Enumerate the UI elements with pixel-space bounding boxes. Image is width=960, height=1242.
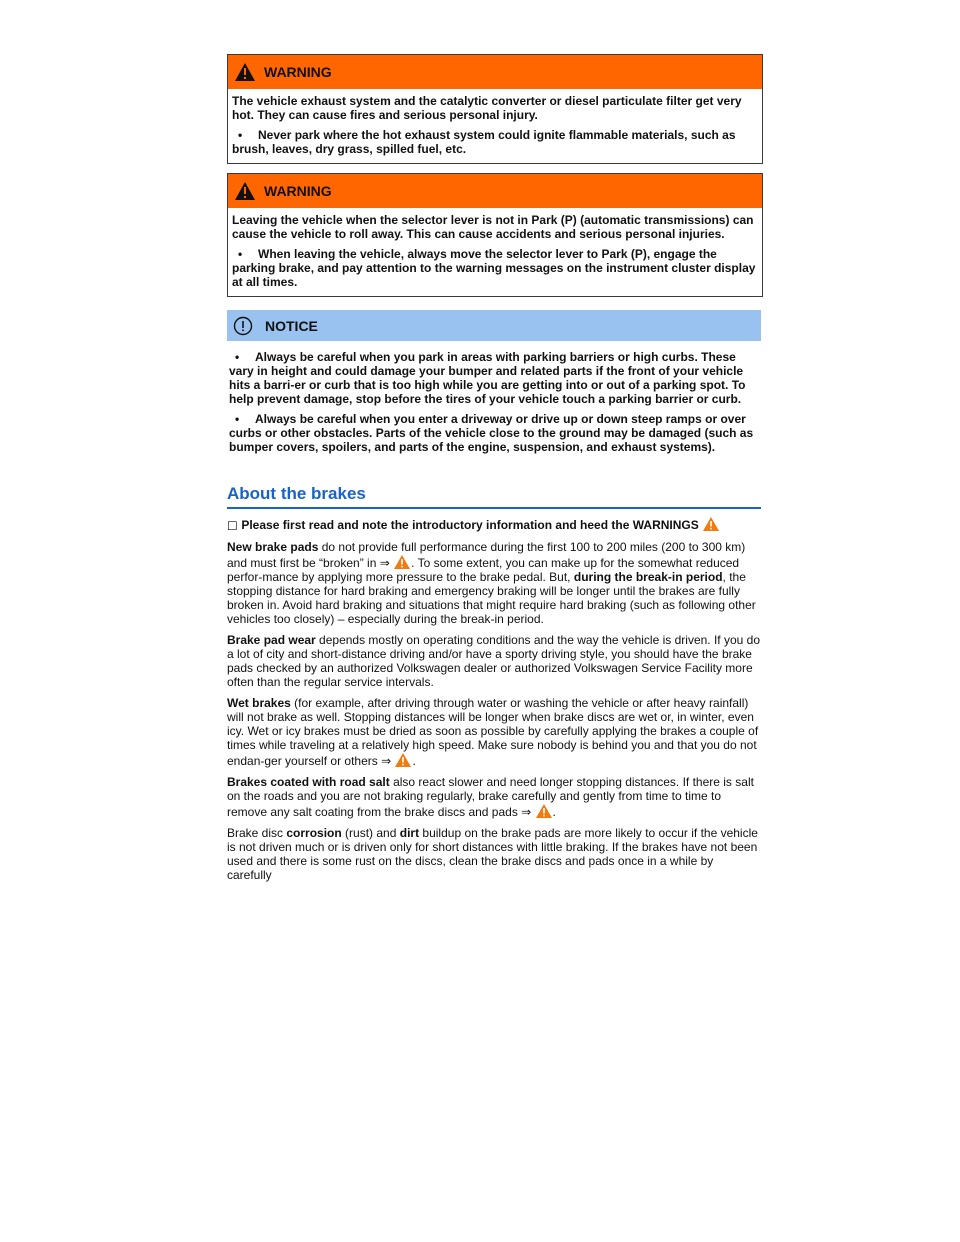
warning-title: WARNING [264,183,332,199]
notice-header [227,310,761,341]
notice-exclamation-icon [233,316,253,336]
warning-header [228,174,762,208]
bullet-icon: • [235,412,240,426]
paragraph-brake-pad-wear: Brake pad wear depends mostly on operating conditions and the way the vehicle is driven. If you do a lot of city and short-distance driving and/or have a sporty driving style, you should have the brake pads checked by an authorized Volkswagen dealer or authorized Volkswagen Service Facility more often than the regular service intervals. [227,633,760,689]
warning-triangle-icon[interactable] [393,554,411,570]
warning-triangle-icon[interactable] [702,516,720,532]
warning-triangle-icon[interactable] [535,803,553,819]
paragraph-wet-brakes: Wet brakes (for example, after driving through water or washing the vehicle or after heavy rainfall) will not brake as well. Stopping distances will be longer when brake discs are wet or, in winter, even icy. Wet or icy brakes must be dried as soon as possible by carefully applying the brakes a couple of times while traveling at a relatively high speed. Make sure nobody is behind you and that you do not endan-ger yourself or others ⇒ . [227,696,759,768]
paragraph-new-brake-pads: New brake pads do not provide full performance during the first 100 to 200 miles (200 to 300 km) and must first be “broken” in ⇒ . To some extent, you can make up for the somewhat reduced perfor-mance by applying more pressure to the brake pedal. But, during the break-in period, the stopping distance for hard braking and emergency braking will be longer until the brakes are fully broken in. Avoid hard braking and situations that might require hard braking (such as following other vehicles too closely) – especially during the break-in period. [227,540,756,626]
warning-bullet: • When leaving the vehicle, always move the selector lever to Park (P), engage the parking brake, and pay attention to the warning messages on the instrument cluster display at all times. [232,247,756,289]
warning-bullet: • Never park where the hot exhaust system could ignite flammable materials, such as brush, leaves, dry grass, spilled fuel, etc. [232,128,736,156]
paragraph-road-salt: Brakes coated with road salt also react slower and need longer stopping distances. If there is salt on the roads and you are not braking regularly, brake carefully and gently from time to time to remove any salt coating from the brake discs and pads ⇒ . [227,775,754,819]
warning-triangle-icon [234,181,256,201]
section-text [227,516,761,889]
warning-box-selector-lever [227,173,763,297]
warning-title: WARNING [264,64,332,80]
paragraph-corrosion: Brake disc corrosion (rust) and dirt buildup on the brake pads are more likely to occur if the vehicle is not driven much or is driven only for short distances with little braking. If the brakes have not been used and there is some rust on the discs, clean the brake discs and pads once in a while by carefully [227,826,758,882]
notice-bullet: • Always be careful when you park in areas with parking barriers or high curbs. These vary in height and could damage your bumper and related parts if the front of your vehicle hits a barri-er or curb that is too high while you are getting into or out of a parking spot. To help prevent damage, stop before the tires of your vehicle touch a parking barrier or curb. [229,350,746,406]
warning-triangle-icon [234,62,256,82]
warning-intro: The vehicle exhaust system and the catalytic converter or diesel particulate filter get very hot. They can cause fires and serious personal injury. [232,94,742,122]
bullet-icon: • [235,350,240,364]
notice-box [227,310,761,460]
notice-title: NOTICE [265,317,318,334]
warning-intro: Leaving the vehicle when the selector lever is not in Park (P) (automatic transmissions) can cause the vehicle to roll away. This can cause accidents and serious personal injuries. [232,213,754,241]
section-title: About the brakes [227,484,761,509]
bullet-icon: • [238,247,243,261]
warning-box-exhaust [227,54,763,164]
warning-body [228,89,762,163]
section-about-brakes [227,484,761,509]
book-icon: ☐ [227,519,238,533]
warning-triangle-icon[interactable] [394,752,412,768]
warning-header [228,55,762,89]
bullet-icon: • [238,128,243,142]
notice-body [227,341,761,454]
notice-bullet: • Always be careful when you enter a driveway or drive up or down steep ramps or over curbs or other obstacles. Parts of the vehicle close to the ground may be damaged (such as bumper covers, spoilers, and parts of the engine, suspension, and exhaust systems). [229,412,754,454]
section-intro: ☐ Please first read and note the introductory information and heed the WARNINGS [227,516,761,533]
warning-body [228,208,762,296]
